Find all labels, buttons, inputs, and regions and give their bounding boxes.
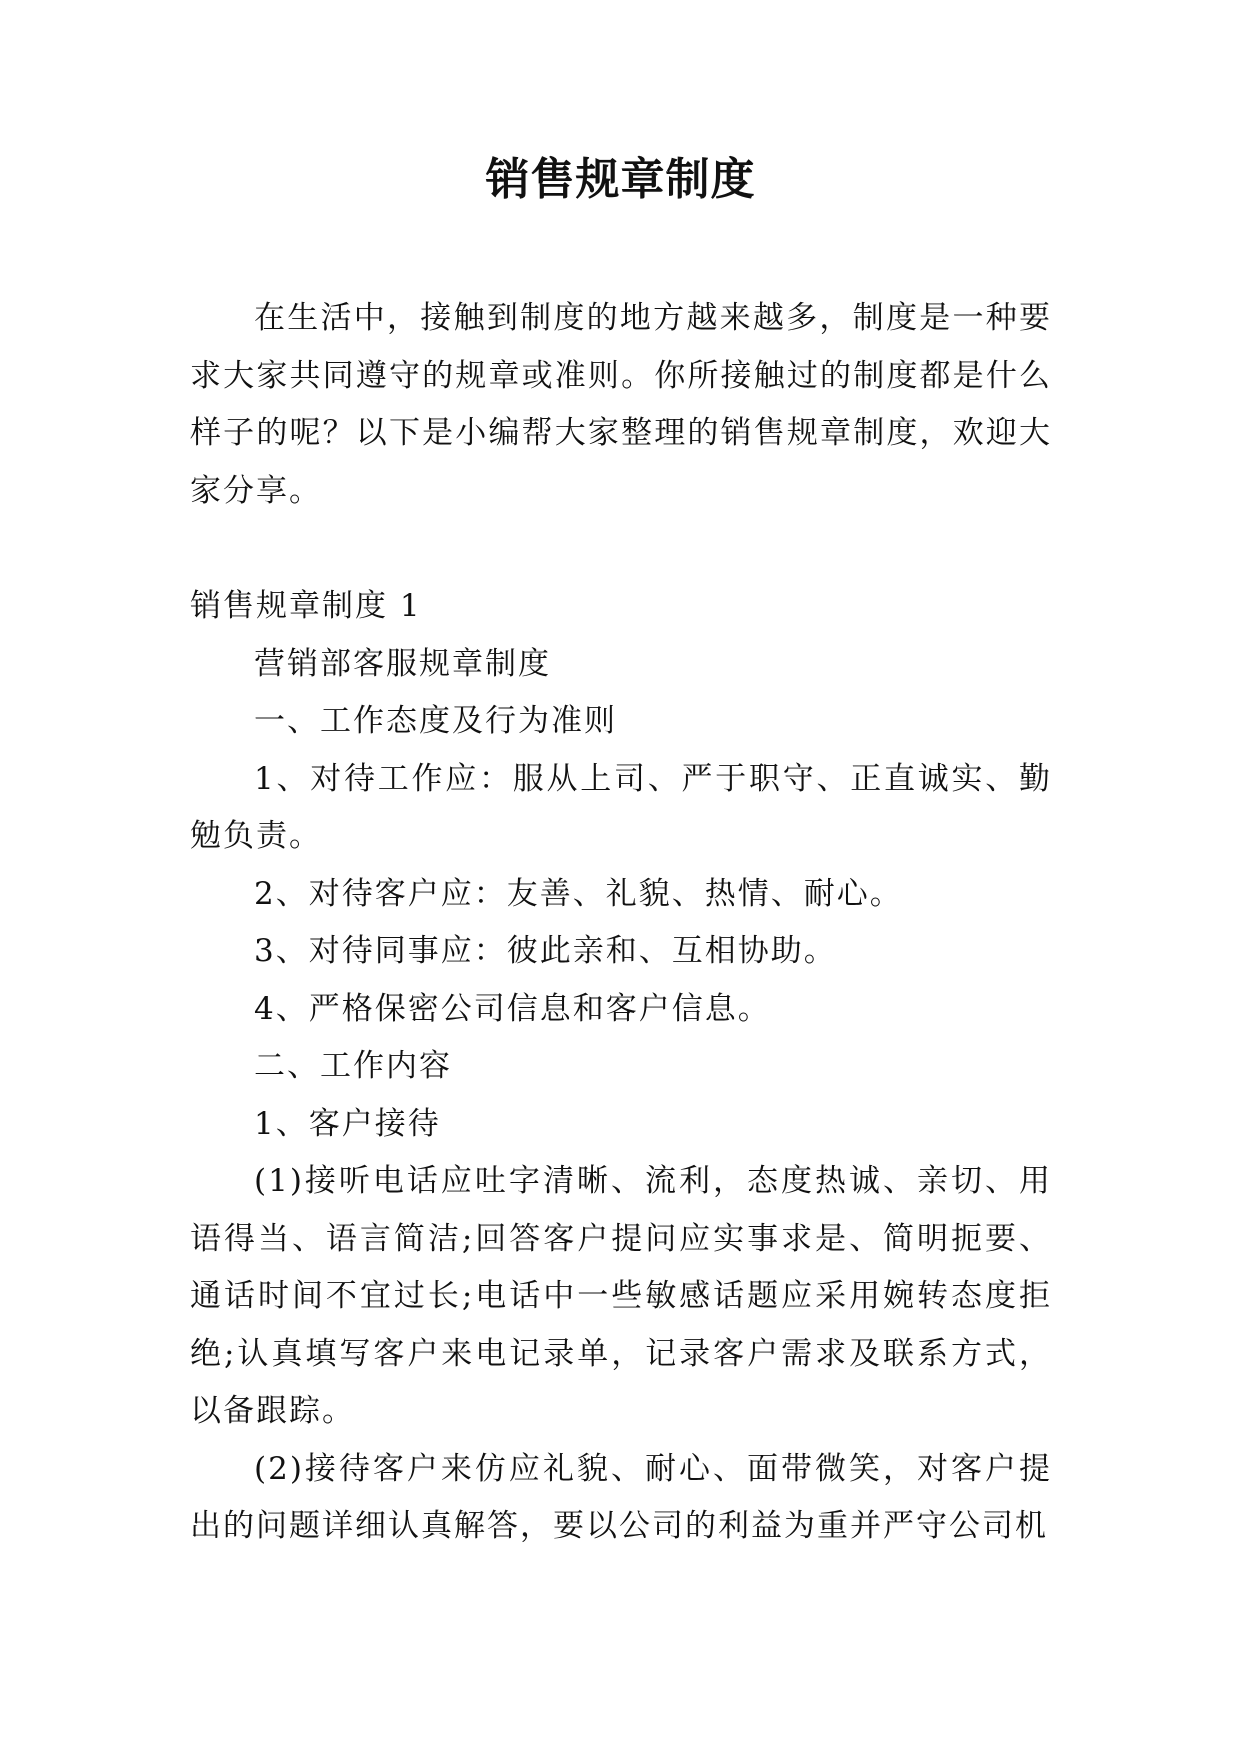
list-item: 2、对待客户应：友善、礼貌、热情、耐心。 [254, 875, 903, 912]
body-paragraph: (2)接待客户来仿应礼貌、耐心、面带微笑，对客户提出的问题详细认真解答，要以公司的利益为重并严守公司机 [190, 1450, 1052, 1544]
list-item: 1、对待工作应：服从上司、严于职守、正直诚实、勤勉负责。 [190, 760, 1052, 854]
part2-heading: 二、工作内容 [254, 1048, 452, 1084]
subtitle: 营销部客服规章制度 [254, 645, 551, 682]
spacer [190, 520, 1052, 578]
part2-sub-heading: 1、客户接待 [254, 1105, 441, 1142]
section-heading: 销售规章制度 1 [190, 588, 422, 624]
list-item: 3、对待同事应：彼此亲和、互相协助。 [254, 933, 837, 969]
document-body [190, 290, 1052, 1556]
document-title: 销售规章制度 [485, 154, 756, 205]
part1-heading: 一、工作态度及行为准则 [254, 703, 617, 739]
body-paragraph: (1)接听电话应吐字清晰、流利，态度热诚、亲切、用语得当、语言简洁;回答客户提问应实事求是、简明扼要、通话时间不宜过长;电话中一些敏感话题应采用婉转态度拒绝;认真填写客户来电记录单，记录客户需求及联系方式，以备跟踪。 [190, 1163, 1052, 1429]
list-item: 4、严格保密公司信息和客户信息。 [254, 990, 771, 1027]
intro-paragraph: 在生活中，接触到制度的地方越来越多，制度是一种要求大家共同遵守的规章或准则。你所接触过的制度都是什么样子的呢？以下是小编帮大家整理的销售规章制度，欢迎大家分享。 [190, 300, 1052, 509]
